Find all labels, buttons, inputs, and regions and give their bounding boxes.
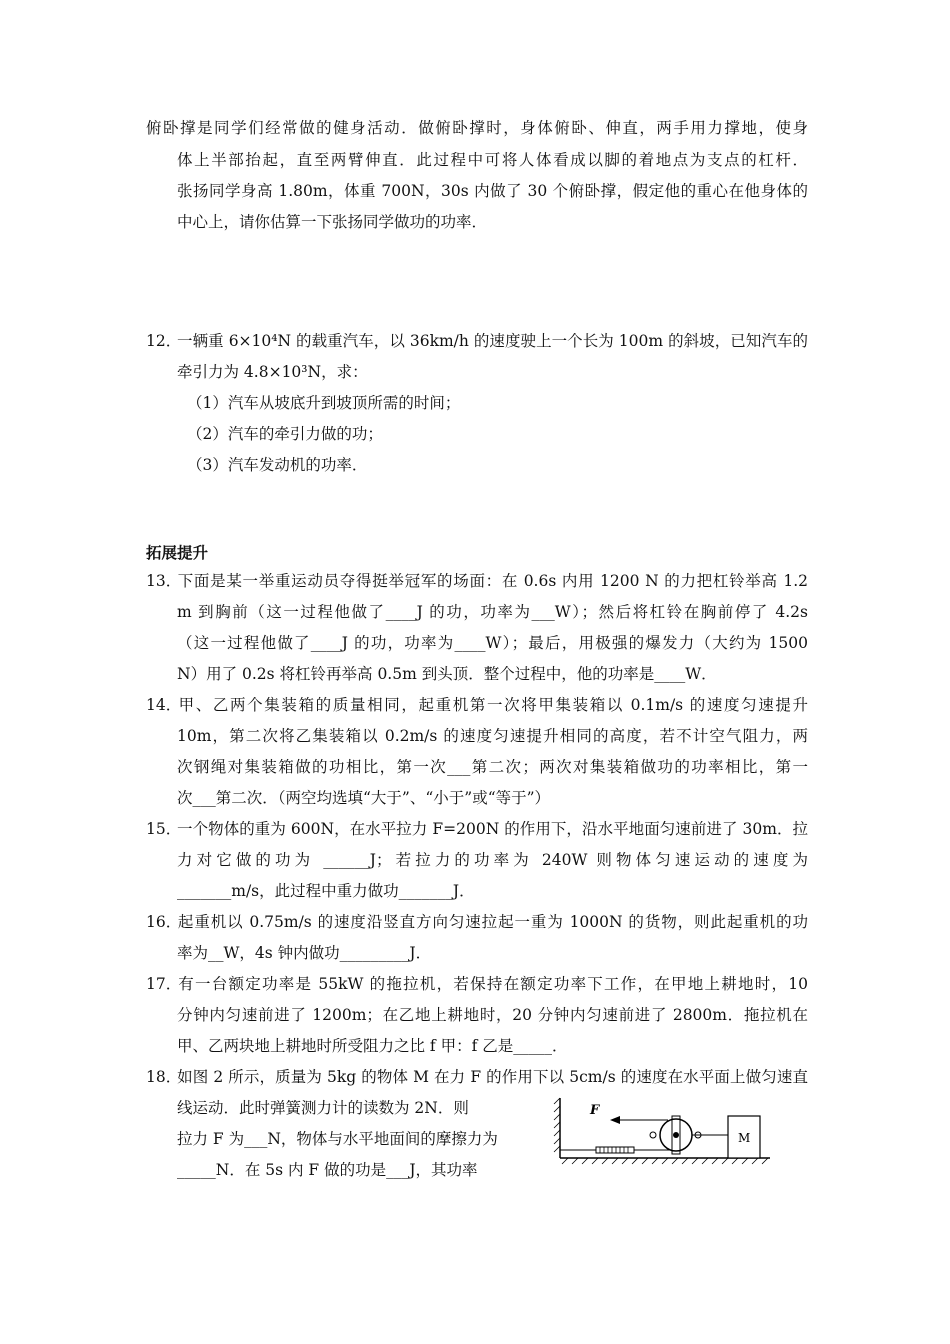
q11-line: 俯卧撑是同学们经常做的健身活动．做俯卧撑时，身体俯卧、伸直，两手用力撑地，使身 — [146, 119, 808, 137]
q17-number: 17． — [146, 975, 182, 993]
q11-line: 体上半部抬起，直至两臂伸直．此过程中可将人体看成以脚的着地点为支点的杠杆． — [177, 151, 808, 169]
q15-number: 15． — [146, 820, 182, 838]
q13-line: （这一过程他做了____J 的功，功率为____W）；最后，用极强的爆发力（大约为 1500 — [177, 634, 808, 652]
q18-line: _____N．在 5s 内 F 做的功是___J，其功率 — [177, 1161, 478, 1179]
q14-line: 14．甲、乙两个集装箱的质量相同，起重机第一次将甲集装箱以 0.1m/s 的速度匀速提升 — [146, 696, 808, 714]
q13-line: N）用了 0.2s 将杠铃再举高 0.5m 到头顶．整个过程中，他的功率是____W． — [177, 665, 717, 683]
q11-line: 中心上，请你估算一下张扬同学做功的功率． — [177, 213, 488, 231]
q16-line: 率为__W，4s 钟内做功_________J． — [177, 944, 432, 962]
q14-number: 14． — [146, 696, 182, 714]
q16-line: 16．起重机以 0.75m/s 的速度沿竖直方向匀速拉起一重为 1000N 的货物，则此起重机的功 — [146, 913, 808, 931]
q12-line: 12．一辆重 6×10⁴N 的载重汽车，以 36km/h 的速度驶上一个长为 100m 的斜坡，已知汽车的 — [146, 332, 808, 350]
wall-hatching — [554, 1098, 560, 1152]
q12-line: 牵引力为 4.8×10³N，求： — [177, 363, 368, 381]
q13-number: 13． — [146, 572, 182, 590]
q16-number: 16． — [146, 913, 182, 931]
q12-item: （2）汽车的牵引力做的功； — [187, 425, 383, 443]
q15-line: 力对它做的功为 ______J；若拉力的功率为 240W 则物体匀速运动的速度为 — [177, 851, 808, 869]
q17-line: 甲、乙两块地上耕地时所受阻力之比 f 甲：f 乙是_____． — [177, 1037, 568, 1055]
q17-line: 分钟内匀速前进了 1200m；在乙地上耕地时，20 分钟内匀速前进了 2800m．拖拉机在 — [177, 1006, 808, 1024]
q15-line: 15．一个物体的重为 600N，在水平拉力 F=200N 的作用下，沿水平地面匀速前进了 30m．拉 — [146, 820, 808, 838]
q18-line: 18．如图 2 所示，质量为 5kg 的物体 M 在力 F 的作用下以 5cm/s 的速度在水平面上做匀速直 — [146, 1068, 808, 1086]
q14-line: 次___第二次．（两空均选填“大于”、“小于”或“等于”） — [177, 789, 551, 807]
q12-item: （1）汽车从坡底升到坡顶所需的时间； — [187, 394, 461, 412]
q17-line: 17．有一台额定功率是 55kW 的拖拉机，若保持在额定功率下工作，在甲地上耕地时，10 — [146, 975, 808, 993]
section-title: 拓展提升 — [146, 544, 209, 562]
q12-number: 12． — [146, 332, 182, 350]
q14-line: 10m，第二次将乙集装箱以 0.2m/s 的速度匀速提升相同的高度，若不计空气阻力，两 — [177, 727, 808, 745]
pulley-spring-figure — [552, 1096, 774, 1168]
force-label: F — [590, 1103, 600, 1118]
ground-hatching — [562, 1158, 768, 1164]
pulley-axle — [673, 1132, 679, 1138]
q12-item: （3）汽车发动机的功率． — [187, 456, 368, 474]
block-label: M — [738, 1131, 751, 1145]
q13-line: m 到胸前（这一过程他做了____J 的功，功率为___W）；然后将杠铃在胸前停了 4.2s — [177, 603, 808, 621]
q14-line: 次钢绳对集装箱做的功相比，第一次___第二次；两次对集装箱做功的功率相比，第一 — [177, 758, 808, 776]
force-arrow-icon — [610, 1116, 620, 1124]
q13-line: 13．下面是某一举重运动员夺得挺举冠军的场面：在 0.6s 内用 1200 N 的力把杠铃举高 1.2 — [146, 572, 808, 590]
pulley-hook — [650, 1132, 656, 1138]
q15-line: _______m/s，此过程中重力做功_______J． — [177, 882, 475, 900]
q18-number: 18． — [146, 1068, 182, 1086]
q18-line: 线运动．此时弹簧测力计的读数为 2N．则 — [177, 1099, 469, 1117]
q11-line: 张扬同学身高 1.80m，体重 700N，30s 内做了 30 个俯卧撑，假定他的重心在他身体的 — [177, 182, 808, 200]
q18-line: 拉力 F 为___N，物体与水平地面间的摩擦力为 — [177, 1130, 498, 1148]
